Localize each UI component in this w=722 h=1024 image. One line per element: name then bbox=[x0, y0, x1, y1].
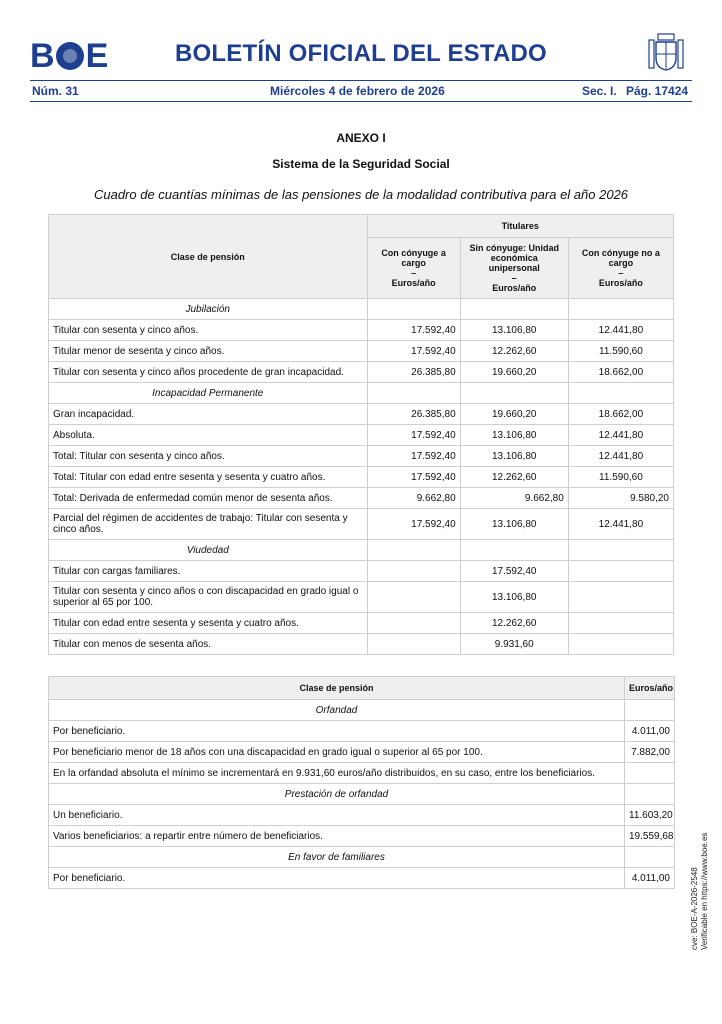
section-viudedad: Viudedad bbox=[49, 540, 368, 561]
page-title: BOLETÍN OFICIAL DEL ESTADO bbox=[175, 40, 547, 67]
table-caption: Cuadro de cuantías mínimas de las pensiones de la modalidad contributiva para el año 2026 bbox=[93, 187, 629, 202]
table-row: Absoluta. 17.592,40 13.106,80 12.441,80 bbox=[49, 425, 674, 446]
table-row: Total: Derivada de enfermedad común menor de sesenta años. 9.662,80 9.662,80 9.580,20 bbox=[49, 488, 674, 509]
table-row: Gran incapacidad. 26.385,80 19.660,20 18.662,00 bbox=[49, 404, 674, 425]
header-conyuge-no-cargo: Con cónyuge no a cargo – Euros/año bbox=[568, 238, 673, 299]
table-row: Titular con edad entre sesenta y sesenta y cuatro años. 12.262,60 bbox=[49, 613, 674, 634]
table-row: Total: Titular con sesenta y cinco años. 17.592,40 13.106,80 12.441,80 bbox=[49, 446, 674, 467]
coat-of-arms-icon bbox=[648, 32, 684, 74]
header-con-conyuge: Con cónyuge a cargo – Euros/año bbox=[367, 238, 460, 299]
header-clase: Clase de pensión bbox=[49, 215, 368, 299]
table-row: Un beneficiario. 11.603,20 bbox=[49, 805, 675, 826]
page-header bbox=[30, 36, 692, 78]
meta-rule bbox=[30, 101, 692, 102]
verification-note bbox=[690, 830, 710, 950]
header-clase-2: Clase de pensión bbox=[49, 677, 625, 700]
header-sin-conyuge: Sin cónyuge: Unidad económica unipersonal – Euros/año bbox=[460, 238, 568, 299]
table-row: Varios beneficiarios: a repartir entre número de beneficiarios. 19.559,68 bbox=[49, 826, 675, 847]
section-familiares: En favor de familiares bbox=[49, 847, 625, 868]
seal-icon bbox=[56, 42, 84, 70]
section-jubilacion: Jubilación bbox=[49, 299, 368, 320]
cve-code: cve: BOE-A-2026-2548 bbox=[690, 867, 699, 950]
table-row: Titular con menos de sesenta años. 9.931,60 bbox=[49, 634, 674, 655]
table-row: Titular con sesenta y cinco años o con discapacidad en grado igual o superior al 65 por 100. 13.106,80 bbox=[49, 582, 674, 613]
header-euros-ano: Euros/año bbox=[625, 677, 675, 700]
table-row: Titular con sesenta y cinco años. 17.592,40 13.106,80 12.441,80 bbox=[49, 320, 674, 341]
table-row: Por beneficiario menor de 18 años con una discapacidad en grado igual o superior al 65 por 100. 7.882,00 bbox=[49, 742, 675, 763]
header-titulares: Titulares bbox=[367, 215, 674, 238]
table-row: Titular con cargas familiares. 17.592,40 bbox=[49, 561, 674, 582]
page-number: Pág. 17424 bbox=[626, 84, 689, 98]
table-row: Por beneficiario. 4.011,00 bbox=[49, 721, 675, 742]
table-row: En la orfandad absoluta el mínimo se incrementará en 9.931,60 euros/año distribuidos, en su caso, entre los beneficiarios. bbox=[49, 763, 675, 784]
issue-date: Miércoles 4 de febrero de 2026 bbox=[270, 84, 445, 98]
issue-number: Núm. 31 bbox=[32, 84, 79, 98]
verify-link[interactable]: Verificable en https://www.boe.es bbox=[700, 832, 709, 950]
table-row: Titular menor de sesenta y cinco años. 17.592,40 12.262,60 11.590,60 bbox=[49, 341, 674, 362]
section-prestacion-orfandad: Prestación de orfandad bbox=[49, 784, 625, 805]
section-label: Sec. I. bbox=[582, 84, 617, 98]
boe-logo: B E bbox=[30, 36, 108, 75]
annex-subtitle: Sistema de la Seguridad Social bbox=[272, 157, 450, 171]
section-orfandad: Orfandad bbox=[49, 700, 625, 721]
annex-title: ANEXO I bbox=[336, 131, 386, 145]
header-rule bbox=[30, 80, 692, 81]
section-incapacidad: Incapacidad Permanente bbox=[49, 383, 368, 404]
table-row: Parcial del régimen de accidentes de trabajo: Titular con sesenta y cinco años. 17.592,40 13.106,80 12.441,80 bbox=[49, 509, 674, 540]
pensions-table-orfandad bbox=[48, 676, 675, 889]
pensions-table-titulares bbox=[48, 214, 674, 655]
table-row: Total: Titular con edad entre sesenta y sesenta y cuatro años. 17.592,40 12.262,60 11.590,60 bbox=[49, 467, 674, 488]
table-row: Titular con sesenta y cinco años procedente de gran incapacidad. 26.385,80 19.660,20 18.662,00 bbox=[49, 362, 674, 383]
table-row: Por beneficiario. 4.011,00 bbox=[49, 868, 675, 889]
